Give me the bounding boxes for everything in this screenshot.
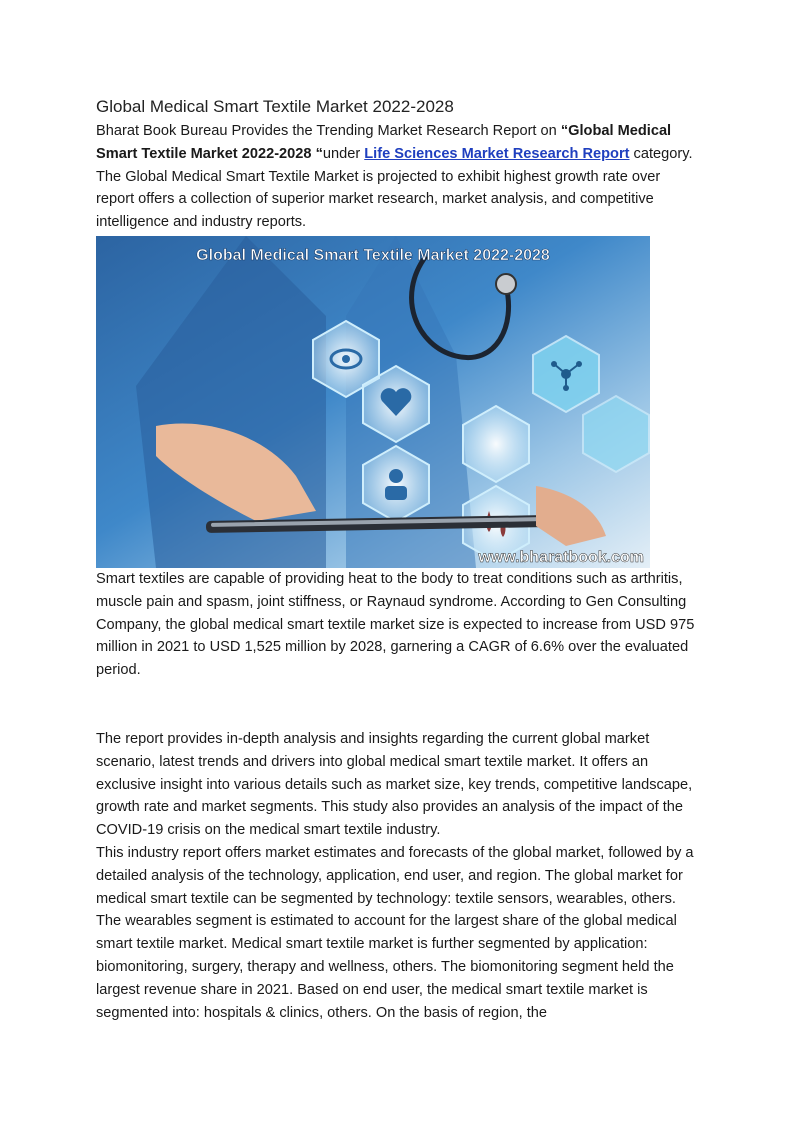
intro-lead: Bharat Book Bureau Provides the Trending Market Research Report on — [96, 123, 561, 139]
body-paragraph-3: This industry report offers market estimates and forecasts of the global market, followed by a detailed analysis of the technology, application, end user, and region. The global market for medical smart textile can be segmented by technology: textile sensors, wearables, others. The wearables segment is estimated to account for the largest share of the global medical smart textile market. Medical smart textile market is further segmented by application: biomonitoring, surgery, therapy and wellness, others. The biomonitoring segment held the largest revenue share in 2021. Based on end user, the medical smart textile market is segmented into: hospitals & clinics, others. On the basis of region, the — [96, 844, 694, 1021]
intro-paragraph — [96, 120, 701, 234]
intro-under: under — [322, 145, 365, 162]
category-link[interactable]: Life Sciences Market Research Report — [364, 145, 630, 162]
body-paragraph-2: The report provides in-depth analysis and insights regarding the current global market scenario, latest trends and drivers into global medical smart textile market. It offers an exclusive insight into various details such as market size, key trends, competitive landscape, growth rate and market segments. This study also provides an analysis of the impact of the COVID-19 crisis on the medical smart textile industry. — [96, 730, 693, 839]
person-icon — [389, 469, 403, 483]
hero-title: Global Medical Smart Textile Market 2022-2028 — [196, 246, 550, 264]
document-page — [96, 96, 701, 1024]
page-title: Global Medical Smart Textile Market 2022-2028 — [96, 97, 454, 116]
body-paragraph-1: Smart textiles are capable of providing heat to the body to treat conditions such as arthritis, muscle pain and spasm, joint stiffness, or Raynaud syndrome. According to Gen Consulting Company, the global medical smart textile market size is expected to increase from USD 975 million in 2021 to USD 1,525 million by 2028, garnering a CAGR of 6.6% over the evaluated period. — [96, 570, 695, 679]
intro-tail: category. The Global Medical Smart Textile Market is projected to exhibit highest growth rate over report offers a collection of superior market research, market analysis, and competitive intelligence and industry reports. — [96, 145, 693, 231]
paragraph-gap — [96, 682, 701, 728]
hero-watermark: www.bharatbook.com — [478, 548, 644, 566]
hero-image — [96, 236, 650, 568]
intro-report-name: “Global Medical Smart Textile Market 2022-2028 “ — [96, 123, 672, 162]
stethoscope-icon — [496, 274, 516, 294]
